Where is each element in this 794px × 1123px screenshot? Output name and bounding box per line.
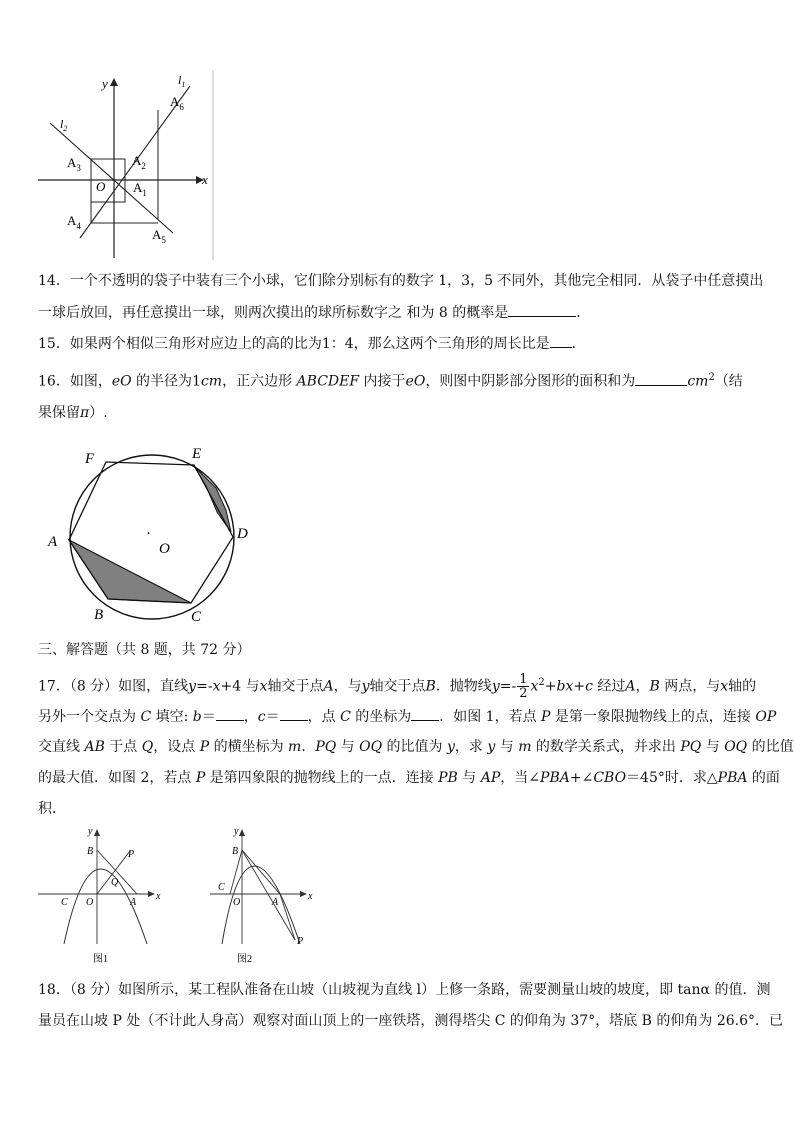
q14-line2 [38,302,590,322]
q17-w8: ∠PBA [528,770,570,786]
q17-t7: 轴交于点 [267,678,324,695]
q16-hexagon: ABCDEF [296,373,360,390]
q17-t15: =- [499,678,517,695]
label-A2: $A_2$ [132,153,146,171]
q17-v4: Q [141,739,154,755]
q17-t3: =- [196,678,213,695]
q17-v23: 的比值 [747,739,794,755]
q15-line [38,333,586,353]
fig1-label-x: x [156,891,161,902]
fig1-label-O: O [86,897,94,908]
label-O: O [96,179,106,194]
q18-line2: 量员在山坡 P 处（不计此人身高）观察对面山顶上的一座铁塔，测得塔尖 C 的仰角为 37°，塔底 B 的仰角为 26.6°．已 [38,1013,784,1029]
q17-u15: OP [755,709,777,725]
q16-text-2: 的半径为1 [131,373,201,390]
q17-t14: y [491,678,500,695]
q17-w3: 是第四象限的抛物线上的一点．连接 [205,770,439,786]
q16-pi: π [80,405,90,421]
q17-b-blank[interactable] [216,706,244,721]
center-dot: · [146,526,151,542]
q17-u3: 填空: [151,709,193,725]
q17-c-blank[interactable] [280,706,308,721]
q17-w4: PB [438,770,458,786]
fig2-label-x: x [308,891,313,902]
q17-u11: 的坐标为 [350,709,412,725]
fig2-caption: 图2 [237,954,252,965]
q17-t25: B [649,678,660,695]
q17-w12: △PBA [706,770,748,786]
q17-C-coord-blank[interactable] [411,706,439,721]
fraction-numerator: 1 [519,672,528,688]
q17-t11: 轴交于点 [369,678,426,695]
label-x: x [202,172,208,187]
circle-symbol: e [111,373,121,390]
fig1-label-P: P [128,849,135,860]
fig2-label-O: O [233,897,241,908]
hexagon-circle-figure [40,440,270,630]
fig1-caption: 图1 [93,954,108,965]
fig2-line-AP [280,894,295,940]
q16-text-8: ）. [89,405,108,421]
q17-v3: 于点 [104,739,142,755]
label-A6: $A_6$ [170,94,184,112]
q17-t24: ， [635,678,650,695]
q17-v20: PQ [680,739,702,755]
q17-u2: C [140,709,152,725]
q17-line2 [38,706,776,726]
q17-v18: m [518,739,532,755]
q17-t28: 轴的 [728,678,757,695]
q17-t21: c [585,678,593,695]
q17-line4 [38,769,780,787]
fig1-label-A: A [130,897,137,908]
q17-u12: ．如图 1，若点 [439,709,542,725]
fig2-label-C: C [218,882,225,893]
q17-v9: ． [301,739,316,755]
fig1-x-arrow [148,891,155,897]
fraction-denominator: 2 [519,686,528,702]
q17-w11: ＝45°时．求 [626,770,707,786]
q17-v12: OQ [359,739,383,755]
q16-text-3: ，正六边形 [222,373,297,390]
q17-line3 [38,738,794,756]
q17-t19: bx [556,678,574,695]
q17-t16: x [530,678,539,695]
q17-v5: ，设点 [153,739,200,755]
q17-t1: 17．（8 分）如图，直线 [38,678,189,695]
label-C: C [191,609,202,625]
fig1-label-B: B [87,846,94,857]
label-l1: $l_1$ [178,73,186,89]
q16-text-7: 果保留 [38,405,80,421]
q17-u14: 是第一象限抛物线上的点，连接 [550,709,756,725]
q14-line2-end: ． [576,305,591,321]
q17-v15: ，求 [454,739,488,755]
q17-v2: AB [84,739,105,755]
coordinate-figure-q13 [30,68,220,263]
q17-u5: ＝ [201,709,216,725]
q17-v13: 的比值为 [382,739,447,755]
q17-t27: x [720,678,729,695]
section-heading: 三、解答题（共 8 题，共 72 分） [38,642,251,658]
q16-squared: 2 [708,372,715,383]
q17-t4: x [212,678,221,695]
fig2-y-arrow [239,829,245,836]
q16-answer-blank[interactable] [635,371,687,386]
q17-u8: ＝ [265,709,280,725]
q17-u10: C [340,709,351,725]
label-A1: $A_1$ [133,180,147,198]
label-A5: $A_5$ [152,227,166,245]
q17-v21: 与 [701,739,725,755]
q17-v17: 与 [495,739,519,755]
q16-line2 [38,404,108,422]
fig1-label-Q: Q [111,877,119,888]
q17-v6: P [199,739,210,755]
q14-line2-text: 一球后放回，再任意摸出一球，则两次摸出的球所标数字之 和为 8 的概率是 [38,305,509,321]
q16-text-4: 内接于 [359,373,406,390]
q16-text-6: （结 [714,373,743,390]
parabola-figure-2 [208,826,318,966]
fig2-label-P: P [297,936,304,947]
q17-u4: b [192,709,202,725]
q17-w9: + [569,770,582,786]
fig2-line-BA [242,850,280,894]
q16-cm2: cm [687,373,709,390]
q17-line1 [38,670,757,702]
fig1-label-y: y [88,826,93,837]
q17-line5: 积． [38,801,66,817]
q17-w2: P [195,770,206,786]
q17-t23: A [625,678,636,695]
q17-u13: P [541,709,551,725]
fig1-y-arrow [94,829,100,836]
q17-w7: ，当 [500,770,529,786]
label-F: F [85,451,95,467]
q15-text: 15．如果两个相似三角形对应边上的高的比为1：4，那么这两个三角形的周长比是 [38,336,550,352]
q17-v19: 的数学关系式，并求出 [531,739,681,755]
q17-t10: y [361,678,370,695]
q14-answer-blank[interactable] [508,302,576,317]
q16-line1 [38,369,743,391]
q17-t20: + [573,678,586,695]
shaded-triangle-ABC [69,540,191,603]
q17-t2: y [188,678,197,695]
q17-u1: 另外一个交点为 [38,709,141,725]
q16-O: O [120,373,132,390]
fig1-label-C: C [61,897,68,908]
fig2-line-BP [242,850,295,940]
fraction-one-half [517,673,529,700]
fig2-label-B: B [232,846,239,857]
q17-t6: x [259,678,268,695]
q16-text-1: 16．如图， [38,373,112,390]
q16-cm: cm [200,373,223,390]
q14-line1: 14．一个不透明的袋子中装有三个小球，它们除分别标有的数字 1，3，5 不同外，其他完全相同．从袋子中任意摸出 [38,273,764,289]
q17-t26: 两点，与 [659,678,721,695]
label-A: A [48,534,58,550]
q17-v22: OQ [724,739,748,755]
q17-t17: 2 [538,677,545,688]
q17-t5: +4 与 [220,678,260,695]
q17-t9: ，与 [333,678,362,695]
q18-line1: 18．（8 分）如图所示，某工程队准备在山坡（山坡视为直线 l）上修一条路，需要测量山坡的坡度，即 tanα 的值．测 [38,982,771,998]
q17-t18: + [544,678,557,695]
q17-v1: 交直线 [38,739,85,755]
q17-t22: 经过 [592,678,626,695]
q17-u6: ， [243,709,258,725]
label-l2: $l_2$ [60,117,68,133]
q17-v10: PQ [315,739,337,755]
fig2-x-arrow [300,891,307,897]
q17-w5: 与 [457,770,481,786]
circle-symbol-2: e [405,373,414,390]
q17-w10: ∠CBO [581,770,627,786]
q17-v14: y [447,739,455,755]
label-E: E [192,446,202,462]
q17-t8: A [323,678,334,695]
q16-O-2: O [413,373,426,390]
label-y: y [102,76,108,91]
y-axis-arrow [110,78,118,86]
label-A3: $A_3$ [67,155,81,173]
q15-end: ． [571,336,586,352]
fig2-label-A: A [272,897,279,908]
label-A4: $A_4$ [67,213,81,231]
q17-w1: 的最大值．如图 2，若点 [38,770,196,786]
q17-t13: ．抛物线 [435,678,492,695]
q17-w6: AP [480,770,501,786]
q17-v7: 的横坐标为 [209,739,289,755]
q17-u9: ，点 [307,709,341,725]
q15-answer-blank[interactable] [550,333,572,348]
q17-u7: c [257,709,266,725]
q17-w13: 的面 [747,770,780,786]
label-B: B [94,607,104,623]
q17-t12: B [425,678,436,695]
fig2-label-y: y [234,826,239,837]
q17-v16: y [487,739,496,755]
q17-v11: 与 [336,739,360,755]
label-D: D [237,526,248,542]
q17-v8: m [288,739,302,755]
label-O-center: O [159,541,170,557]
q16-text-5: ，则图中阴影部分图形的面积和为 [425,373,636,390]
parabola-figure-1 [34,826,169,966]
